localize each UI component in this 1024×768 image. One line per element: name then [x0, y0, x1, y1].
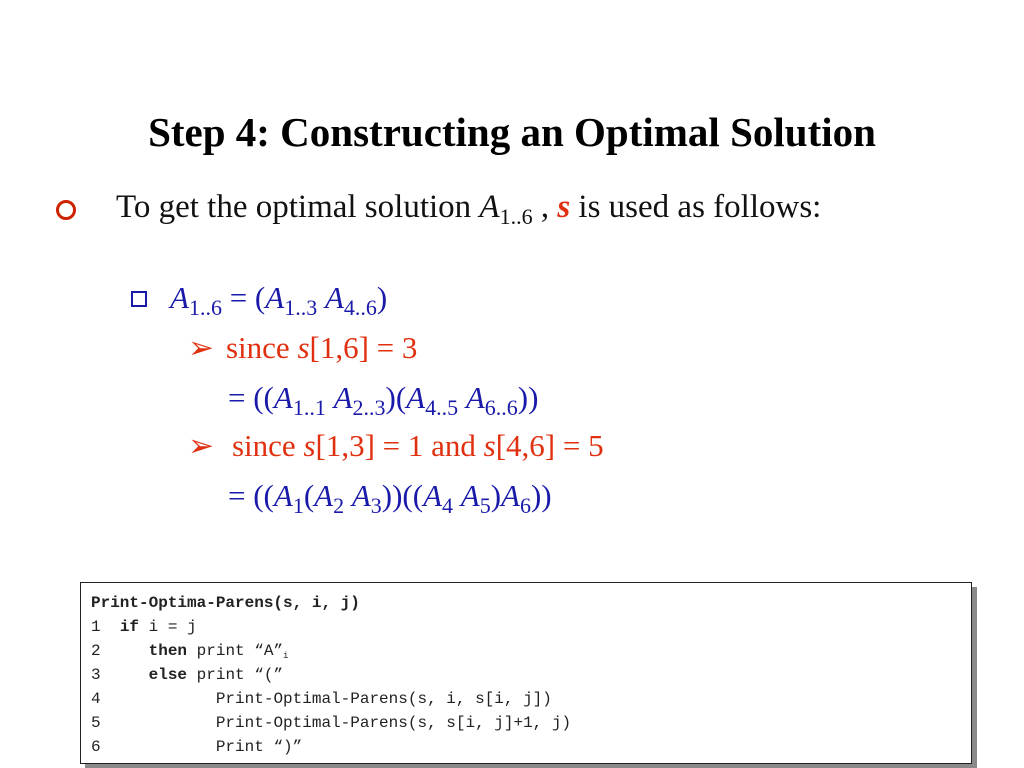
A-symbol: A [265, 280, 285, 315]
code-subscript: i [283, 651, 289, 661]
A-symbol: A [423, 478, 443, 513]
matrix-symbol: A [479, 189, 500, 225]
line-number: 6 [91, 738, 101, 756]
sub: 1..1 [292, 395, 326, 420]
sub: 6..6 [484, 395, 518, 420]
paren: ) [490, 478, 502, 513]
matrix-subscript: 1..6 [499, 204, 533, 229]
code-text: print “(” [187, 666, 284, 684]
since-text: since [225, 330, 298, 365]
since-rest: [4,6] = 5 [495, 428, 604, 463]
sub: 1..3 [284, 295, 318, 320]
s-symbol: s [303, 428, 316, 463]
intro-text-end: is used as follows: [570, 189, 822, 225]
eq-post: )) [530, 478, 552, 513]
comma: , [532, 189, 558, 225]
arrow-bullet-icon: ➢ [188, 428, 214, 463]
eq-pre: = (( [228, 478, 274, 513]
line-number: 3 [91, 666, 101, 684]
code-text: Print-Optimal-Parens(s, i, s[i, j]) [215, 690, 552, 708]
code-keyword: else [148, 666, 188, 684]
since-rest: [1,6] = 3 [309, 330, 418, 365]
line-number: 2 [91, 642, 101, 660]
sub: 4..5 [425, 395, 459, 420]
eq: = ( [221, 280, 266, 315]
paren: ))(( [381, 478, 424, 513]
since-text: since [231, 428, 304, 463]
sub: 1 [292, 493, 304, 518]
line-number: 4 [91, 690, 101, 708]
code-header: Print-Optima-Parens(s, i, j) [91, 594, 360, 612]
line-number: 5 [91, 714, 101, 732]
since1-line [188, 330, 417, 366]
pseudocode [91, 591, 571, 759]
eq-post: )) [517, 380, 539, 415]
code-line [91, 615, 571, 639]
A-symbol: A [170, 280, 189, 315]
sub: 3 [370, 493, 382, 518]
A-symbol: A [351, 478, 371, 513]
sub: 5 [479, 493, 491, 518]
A-symbol: A [501, 478, 520, 513]
code-line [91, 687, 571, 711]
item1-line [170, 280, 388, 320]
A-symbol: A [465, 380, 485, 415]
s-symbol: s [557, 189, 571, 225]
code-line [91, 663, 571, 687]
s-symbol: s [483, 428, 496, 463]
arrow-bullet-icon: ➢ [188, 330, 214, 365]
s-symbol: s [297, 330, 310, 365]
paren: ( [303, 478, 315, 513]
eq-mid: )( [385, 380, 407, 415]
intro-text: To get the optimal solution [116, 189, 480, 225]
sub: 2..3 [352, 395, 386, 420]
eq-pre: = (( [228, 380, 274, 415]
eq2-line [228, 478, 552, 518]
since-rest: [1,3] = 1 and [315, 428, 484, 463]
line-number: 1 [91, 618, 101, 636]
code-text: i = j [139, 618, 197, 636]
A-symbol: A [314, 478, 334, 513]
close-paren: ) [376, 280, 388, 315]
pseudocode-box [80, 582, 972, 764]
code-line [91, 711, 571, 735]
code-text: print “A” [187, 642, 284, 660]
code-text: Print-Optimal-Parens(s, s[i, j]+1, j) [215, 714, 572, 732]
A-symbol: A [273, 380, 293, 415]
sub: 4..6 [343, 295, 377, 320]
A-symbol: A [460, 478, 480, 513]
A-symbol: A [333, 380, 353, 415]
code-lines [91, 615, 571, 759]
code-keyword: then [148, 642, 188, 660]
code-line [91, 639, 571, 663]
square-bullet-icon [131, 291, 147, 307]
code-text: Print “)” [215, 738, 303, 756]
eq1-line [228, 380, 539, 420]
A-symbol: A [324, 280, 344, 315]
code-keyword: if [119, 618, 140, 636]
code-line [91, 735, 571, 759]
sub: 1..6 [188, 295, 222, 320]
slide-title: Step 4: Constructing an Optimal Solution [148, 109, 876, 155]
intro-paragraph [116, 187, 876, 227]
since2-line [188, 428, 604, 464]
A-symbol: A [273, 478, 293, 513]
sub: 6 [519, 493, 531, 518]
sub: 2 [333, 493, 345, 518]
circle-bullet-icon [56, 200, 76, 220]
sub: 4 [442, 493, 454, 518]
A-symbol: A [406, 380, 426, 415]
